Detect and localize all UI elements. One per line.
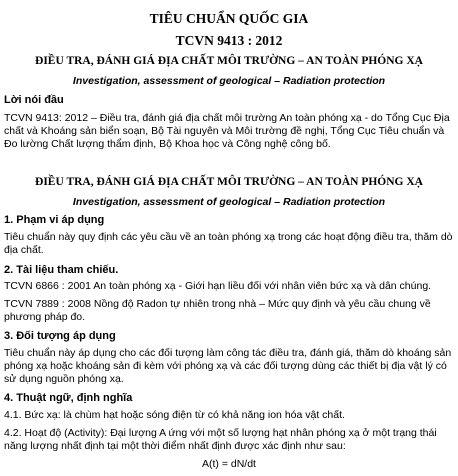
section-title-vi: ĐIỀU TRA, ĐÁNH GIÁ ĐỊA CHẤT MÔI TRƯỜNG – AN TOÀN PHÓNG XẠ xyxy=(35,176,423,188)
reference-item: TCVN 7889 : 2008 Nồng độ Radon tự nhiên trong nhà – Mức quy định và yêu cầu chung về phương pháp đo. xyxy=(4,298,431,323)
section-1-text: Tiêu chuẩn này quy định các yêu cầu về an toàn phóng xạ trong các hoạt động điều tra, thăm dò địa chất. xyxy=(4,231,453,256)
section-3-text: Tiêu chuẩn này áp dụng cho các đối tượng làm công tác điều tra, đánh giá, thăm dò khoáng sản phóng xạ hoặc khoáng sản đi kèm với phóng xạ và các đối tượng dùng các thiết bị địa vật lý có sử dụng nguồn phóng xạ. xyxy=(4,347,452,385)
foreword-text: TCVN 9413: 2012 – Điều tra, đánh giá địa chất môi trường An toàn phóng xạ - do Tổng Cục Địa chất và Khoáng sản biển soạn, Bộ Tài nguyên và Môi trường đề nghị, Tổng Cục Tiêu chuẩn và Đo lường Chất lượng thẩm định, Bộ Khoa học và Công nghệ công bố. xyxy=(4,112,450,150)
definition-item: 4.2. Hoạt độ (Activity): Đại lượng A ứng với một số lượng hạt nhân phóng xạ ở một trạng thái năng lượng nhất định tại một thời điểm nhất định được xác định như sau: xyxy=(4,427,437,452)
formula: A(t) = dN/dt xyxy=(202,458,256,470)
section-2-heading: 2. Tài liệu tham chiếu. xyxy=(4,264,119,276)
definition-item: 4.1. Bức xạ: là chùm hạt hoặc sóng điện từ có khả năng ion hóa vật chất. xyxy=(4,409,345,421)
section-3-heading: 3. Đối tượng áp dụng xyxy=(4,330,116,342)
document-title-vi: ĐIỀU TRA, ĐÁNH GIÁ ĐỊA CHẤT MÔI TRƯỜNG – AN TOÀN PHÓNG XẠ xyxy=(35,55,423,67)
header-title: TIÊU CHUẨN QUỐC GIA xyxy=(149,11,309,26)
section-title-en: Investigation, assessment of geological – Radiation protection xyxy=(72,196,386,208)
section-4-heading: 4. Thuật ngữ, định nghĩa xyxy=(4,392,133,404)
section-1-heading: 1. Phạm vi áp dụng xyxy=(4,214,105,226)
reference-item: TCVN 6866 : 2001 An toàn phóng xạ - Giới hạn liều đối với nhân viên bức xạ và dân chúng. xyxy=(4,280,432,292)
foreword-heading: Lời nói đầu xyxy=(4,94,64,106)
document-title-en: Investigation, assessment of geological – Radiation protection xyxy=(72,75,386,87)
standard-code: TCVN 9413 : 2012 xyxy=(175,33,283,48)
